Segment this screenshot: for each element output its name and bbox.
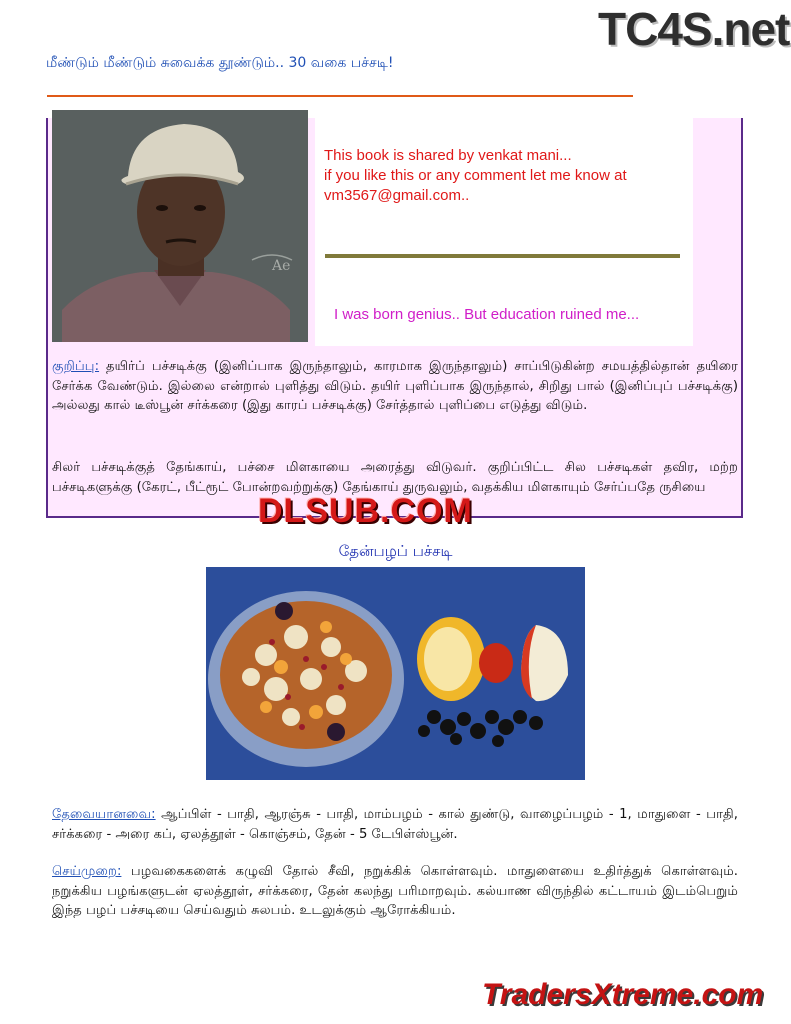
method-text: பழவகைகளைக் கழுவி தோல் சீவி, நறுக்கிக் கொள்ளவும். மாதுளையை உதிர்த்துக் கொள்ளவும். நறுக்கிய பழங்களுடன் ஏலத்தூள், சர்க்கரை, தேன் கலந்து பரிமாறவும். கல்யாண விருந்தில் கட்டாயம் இடம்பெறும் இந்த பழப் பச்சடியை செய்வதும் சுலபம். உடலுக்கும் ஆரோக்கியம். (52, 864, 738, 918)
note-divider (325, 254, 680, 258)
tc4s-logo: TC4S.net (598, 3, 790, 55)
requirements-paragraph (52, 805, 738, 844)
author-quote: I was born genius.. But education ruined me... (334, 306, 640, 323)
requirements-label: தேவையானவை: (52, 807, 156, 822)
note-text: தயிர்ப் பச்சடிக்கு (இனிப்பாக இருந்தாலும், காரமாக இருந்தாலும்) சாப்பிடுகின்ற சமயத்தில்தான் தயிரை சேர்க்க வேண்டும். இல்லை என்றால் புளித்து விடும். தயிர் புளிப்பாக இருந்தால், சிறிது பால் (இனிப்புப் பச்சடிக்கு) அல்லது கால் டீஸ்பூன் சர்க்கரை (இது காரப் பச்சடிக்கு) சேர்த்தால் புளிப்பை எடுத்து விடும். (52, 359, 738, 413)
page-header-text: மீண்டும் மீண்டும் சுவைக்க தூண்டும்.. 30 வகை பச்சடி! (46, 55, 394, 71)
requirements-text: ஆப்பிள் - பாதி, ஆரஞ்சு - பாதி, மாம்பழம் - கால் துண்டு, வாழைப்பழம் - 1, மாதுளை - பாதி, சர்க்கரை - அரை கப், ஏலத்தூள் - கொஞ்சம், தேன் - 5 டேபிள்ஸ்பூன். (52, 807, 738, 842)
author-photo (52, 110, 308, 342)
method-label: செய்முறை: (52, 864, 122, 879)
share-note-line-1: This book is shared by venkat mani... (324, 147, 572, 164)
share-note (324, 146, 684, 206)
svg-text:Ae: Ae (272, 258, 291, 274)
share-note-email: vm3567@gmail.com.. (324, 187, 470, 204)
dlsub-watermark: DLSUB.COM (258, 492, 473, 530)
header-divider (47, 95, 633, 97)
tradersxtreme-logo: TradersXtreme.com (482, 978, 764, 1011)
note-label: குறிப்பு: (52, 359, 100, 374)
recipe-title: தேன்பழப் பச்சடி (338, 542, 453, 560)
dish-photo (206, 567, 585, 780)
method-paragraph (52, 862, 738, 921)
share-note-line-2: if you like this or any comment let me know at (324, 167, 627, 184)
note-paragraph (52, 357, 738, 416)
coconut-paragraph: சிலர் பச்சடிக்குத் தேங்காய், பச்சை மிளகாயை அரைத்து விடுவர். குறிப்பிட்ட சில பச்சடிகள் தவிர, மற்ற பச்சடிகளுக்கு (கேரட், பீட்ரூட் போன்றவற்றுக்கு) தேங்காய் துருவலும், வதக்கிய மிளகாயும் சேர்ப்பதே ருசியை (52, 460, 738, 495)
